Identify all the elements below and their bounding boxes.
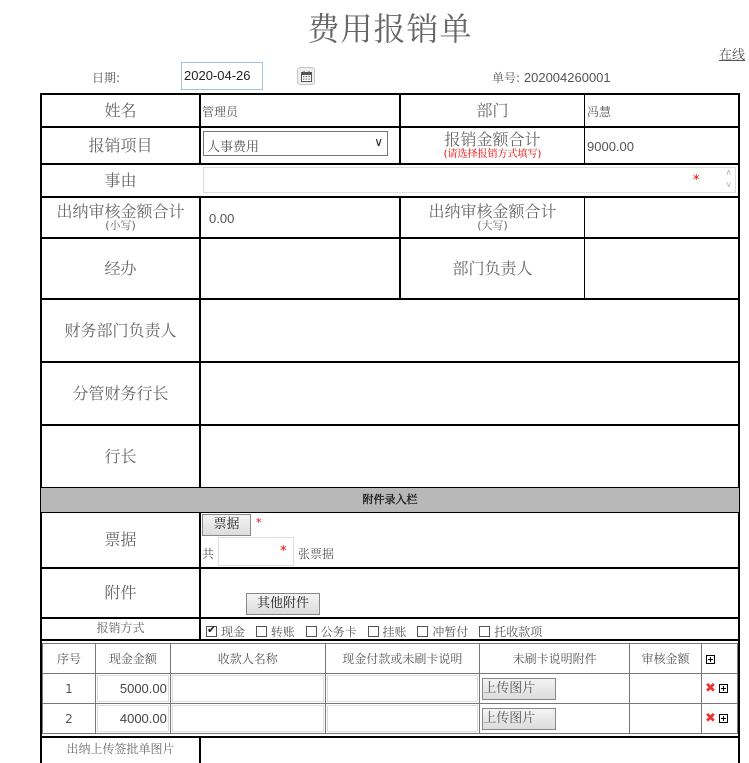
cashier-big-label: 出纳审核金额合计 bbox=[428, 201, 557, 221]
total-value: 9000.00 bbox=[587, 139, 634, 154]
payment-option-transfer[interactable] bbox=[256, 625, 295, 639]
required-asterisk: * bbox=[280, 544, 287, 559]
payment-option-cash[interactable] bbox=[206, 625, 245, 639]
receipt-count-input[interactable] bbox=[218, 537, 294, 566]
date-input[interactable]: 2020-04-26 bbox=[181, 62, 263, 90]
upload-image-button[interactable]: 上传图片 bbox=[482, 678, 556, 700]
cashier-small-label: 出纳审核金额合计 bbox=[56, 201, 185, 221]
receipt-count-prefix: 共 bbox=[202, 547, 215, 561]
checkbox[interactable] bbox=[479, 626, 490, 637]
plus-icon[interactable] bbox=[719, 684, 728, 693]
checkbox[interactable] bbox=[206, 626, 217, 637]
payment-method-label: 报销方式 bbox=[96, 621, 145, 636]
add-row-cell bbox=[701, 644, 737, 674]
payment-option-on-account[interactable] bbox=[368, 625, 407, 639]
dept-label: 部门 bbox=[476, 100, 509, 120]
delete-icon[interactable]: ✖ bbox=[704, 711, 716, 726]
total-hint: (请选择报销方式填写) bbox=[443, 148, 542, 160]
doc-number-label: 单号: bbox=[492, 71, 521, 85]
delete-icon[interactable]: ✖ bbox=[704, 681, 716, 696]
receipt-count-suffix: 张票据 bbox=[298, 547, 335, 561]
col-note: 现金付款或未刷卡说明 bbox=[325, 644, 480, 674]
required-asterisk: * bbox=[256, 516, 262, 529]
row-index: 1 bbox=[43, 674, 96, 704]
audit-amount bbox=[630, 674, 702, 704]
col-audit-amount: 审核金额 bbox=[630, 644, 702, 674]
note-input[interactable] bbox=[327, 705, 479, 732]
receipt-button[interactable]: 票据 bbox=[202, 514, 251, 536]
page-title: 费用报销单 bbox=[307, 10, 473, 48]
doc-number-value: 202004260001 bbox=[523, 70, 611, 85]
option-label: 挂账 bbox=[382, 625, 407, 639]
checkbox[interactable] bbox=[256, 626, 267, 637]
cashier-small-value: 0.00 bbox=[209, 211, 235, 226]
dept-value: 冯慧 bbox=[587, 105, 612, 119]
doc-number bbox=[492, 69, 611, 86]
attachment-section-header: 附件录入栏 bbox=[41, 488, 739, 512]
col-payee: 收款人名称 bbox=[170, 644, 325, 674]
dept-head-label: 部门负责人 bbox=[452, 258, 533, 278]
receipt-label: 票据 bbox=[104, 530, 137, 550]
col-cash-amount: 现金金额 bbox=[95, 644, 170, 674]
vp-finance-label: 分管财务行长 bbox=[72, 383, 169, 403]
payment-method-options bbox=[206, 623, 549, 640]
required-asterisk: * bbox=[693, 173, 700, 188]
cashier-upload-label: 出纳上传签批单图片 bbox=[66, 742, 175, 757]
detail-table bbox=[42, 643, 738, 734]
reason-label: 事由 bbox=[104, 170, 137, 190]
audit-amount bbox=[630, 704, 702, 734]
reimburse-item-value: 人事费用 bbox=[207, 140, 260, 155]
payment-option-official-card[interactable] bbox=[306, 625, 357, 639]
cashier-big-sub: (大写) bbox=[477, 219, 508, 233]
reimburse-item-select[interactable] bbox=[203, 131, 388, 156]
item-label: 报销项目 bbox=[88, 135, 153, 155]
note-input[interactable] bbox=[327, 675, 479, 702]
payment-option-offset-advance[interactable] bbox=[417, 625, 468, 639]
attachment-label: 附件 bbox=[104, 583, 137, 603]
table-header-row bbox=[43, 644, 738, 674]
upload-image-button[interactable]: 上传图片 bbox=[482, 708, 556, 730]
name-label: 姓名 bbox=[104, 100, 137, 120]
name-value: 管理员 bbox=[202, 105, 239, 119]
other-attachment-button[interactable]: 其他附件 bbox=[246, 593, 320, 615]
cash-amount-input[interactable]: 4000.00 bbox=[97, 705, 169, 732]
payment-option-collection[interactable] bbox=[479, 625, 542, 639]
col-index: 序号 bbox=[43, 644, 96, 674]
plus-icon[interactable] bbox=[719, 714, 728, 723]
plus-icon[interactable] bbox=[706, 655, 715, 664]
president-label: 行长 bbox=[104, 446, 137, 466]
option-label: 现金 bbox=[221, 625, 246, 639]
cashier-small-label-cell bbox=[42, 198, 199, 237]
payee-input[interactable] bbox=[172, 675, 324, 702]
option-label: 公务卡 bbox=[320, 625, 357, 639]
reason-textarea[interactable] bbox=[203, 167, 736, 193]
option-label: 转账 bbox=[270, 625, 295, 639]
total-label-cell bbox=[401, 128, 584, 163]
cashier-big-label-cell bbox=[401, 198, 584, 237]
option-label: 托收款项 bbox=[494, 625, 543, 639]
handler-label: 经办 bbox=[104, 258, 137, 278]
chevron-down-icon: ∨ bbox=[374, 135, 383, 149]
cash-amount-input[interactable]: 5000.00 bbox=[97, 675, 169, 702]
payee-input[interactable] bbox=[172, 705, 324, 732]
calendar-button[interactable] bbox=[297, 67, 315, 85]
table-row bbox=[43, 674, 738, 704]
finance-head-label: 财务部门负责人 bbox=[64, 320, 177, 340]
scroll-arrows-icon[interactable]: ∧ ∨ bbox=[725, 168, 732, 190]
checkbox[interactable] bbox=[306, 626, 317, 637]
option-label: 冲暂付 bbox=[432, 625, 469, 639]
col-note-attachment: 未刷卡说明附件 bbox=[480, 644, 630, 674]
online-link[interactable]: 在线 bbox=[719, 48, 746, 63]
date-label: 日期: bbox=[92, 71, 121, 85]
row-index: 2 bbox=[43, 704, 96, 734]
table-row bbox=[43, 704, 738, 734]
checkbox[interactable] bbox=[368, 626, 379, 637]
checkbox[interactable] bbox=[417, 626, 428, 637]
cashier-small-sub: (小写) bbox=[105, 219, 136, 233]
total-label: 报销金额合计 bbox=[444, 130, 541, 150]
calendar-icon bbox=[301, 71, 312, 82]
